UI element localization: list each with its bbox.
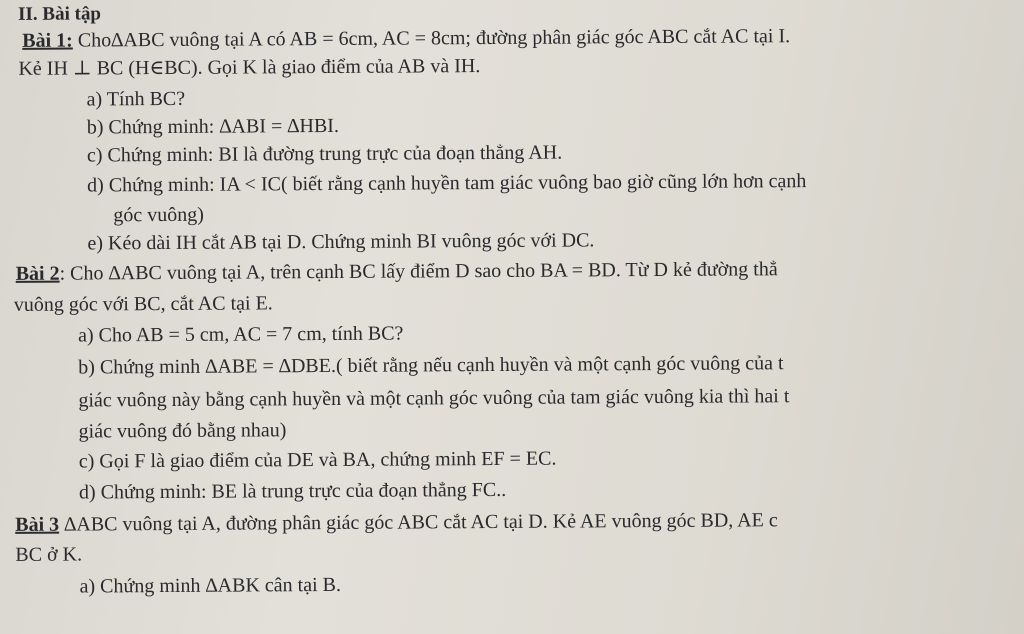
- problem-1-item-e: e) Kéo dài IH cắt AB tại D. Chứng minh BI vuông góc với DC.: [87, 229, 595, 255]
- problem-2-label: Bài 2: [15, 262, 60, 285]
- problem-3-intro: [15, 508, 778, 537]
- problem-3-label: Bài 3: [15, 513, 60, 536]
- problem-1-item-c: c) Chứng minh: BI là đường trung trực của đoạn thẳng AH.: [86, 141, 563, 167]
- problem-1-item-d: d) Chứng minh: IA < IC( biết rằng cạnh huyền tam giác vuông bao giờ cũng lớn hơn cạnh: [87, 170, 807, 197]
- problem-1-line-2: Kẻ IH ⊥ BC (H∈BC). Gọi K là giao điểm của AB và IH.: [18, 55, 481, 80]
- problem-1-line-1: Cho∆ABC vuông tại A có AB = 6cm, AC = 8cm; đường phân giác góc ABC cắt AC tại I.: [77, 25, 791, 52]
- problem-1-label: Bài 1:: [22, 29, 73, 52]
- problem-1-item-d-cont: góc vuông): [113, 203, 204, 227]
- problem-3-item-a: a) Chứng minh ∆ABK cân tại B.: [79, 573, 342, 598]
- problem-2-item-d: d) Chứng minh: BE là trung trực của đoạn thẳng FC..: [78, 478, 507, 504]
- problem-2-line-2: vuông góc với BC, cắt AC tại E.: [13, 292, 273, 316]
- problem-2-line-1: : Cho ∆ABC vuông tại A, trên cạnh BC lấy điểm D sao cho BA = BD. Từ D kẻ đường thẳ: [59, 258, 778, 285]
- section-title: II. Bài tập: [18, 3, 102, 25]
- problem-1-intro: [22, 24, 790, 53]
- problem-2-intro: [16, 257, 778, 286]
- problem-2-item-a: a) Cho AB = 5 cm, AC = 7 cm, tính BC?: [77, 322, 404, 347]
- problem-2-item-c: c) Gọi F là giao điểm của DE và BA, chứng minh EF = EC.: [78, 447, 557, 473]
- problem-1-item-b: b) Chứng minh: ∆ABI = ∆HBI.: [86, 114, 339, 139]
- problem-2-item-b-cont-2: giác vuông đó bằng nhau): [78, 419, 287, 443]
- problem-3-line-2: BC ở K.: [15, 543, 83, 566]
- problem-2-item-b-cont-1: giác vuông này bằng cạnh huyền và một cạnh góc vuông của tam giác vuông kia thì hai t: [78, 385, 790, 412]
- problem-1-item-a: a) Tính BC?: [86, 87, 186, 111]
- problem-2-item-b: b) Chứng minh ∆ABE = ∆DBE.( biết rằng nếu cạnh huyền và một cạnh góc vuông của t: [78, 352, 784, 379]
- problem-3-line-1: ∆ABC vuông tại A, đường phân giác góc ABC cắt AC tại D. Kẻ AE vuông góc BD, AE c: [59, 509, 778, 536]
